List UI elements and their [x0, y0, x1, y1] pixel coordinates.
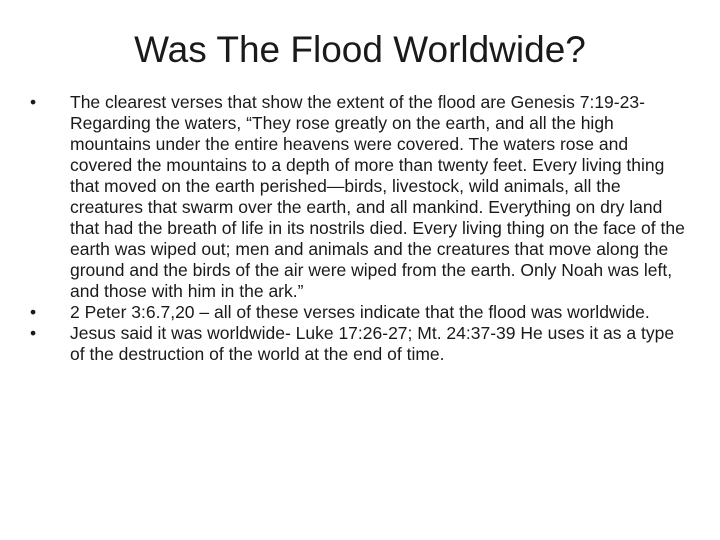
bullet-text: The clearest verses that show the extent of the flood are Genesis 7:19-23- Regarding the waters, “They rose greatly on the earth, and all the high mountains under the entire heavens were covered. The waters rose and covered the mountains to a depth of more than twenty feet. Every living thing that moved on the earth perished—birds, livestock, wild animals, all the creatures that swarm over the earth, and all mankind. Everything on dry land that had the breath of life in its nostrils died. Every living thing on the face of the earth was wiped out; men and animals and the creatures that move along the ground and the birds of the air were wiped from the earth. Only Noah was left, and those with him in the ark.” [70, 92, 685, 301]
bullet-text: 2 Peter 3:6.7,20 – all of these verses indicate that the flood was worldwide. [70, 302, 650, 322]
bullet-dot-icon: • [30, 323, 37, 343]
bullet-dot-icon: • [30, 302, 37, 322]
slide-title: Was The Flood Worldwide? [134, 29, 586, 70]
bullet-item-genesis [30, 92, 690, 302]
bullet-list [30, 92, 690, 365]
bullet-item-jesus [30, 323, 690, 365]
bullet-text: Jesus said it was worldwide- Luke 17:26-27; Mt. 24:37-39 He uses it as a type of the destruction of the world at the end of time. [70, 323, 675, 364]
bullet-item-peter [30, 302, 690, 323]
bullet-dot-icon: • [30, 92, 37, 112]
